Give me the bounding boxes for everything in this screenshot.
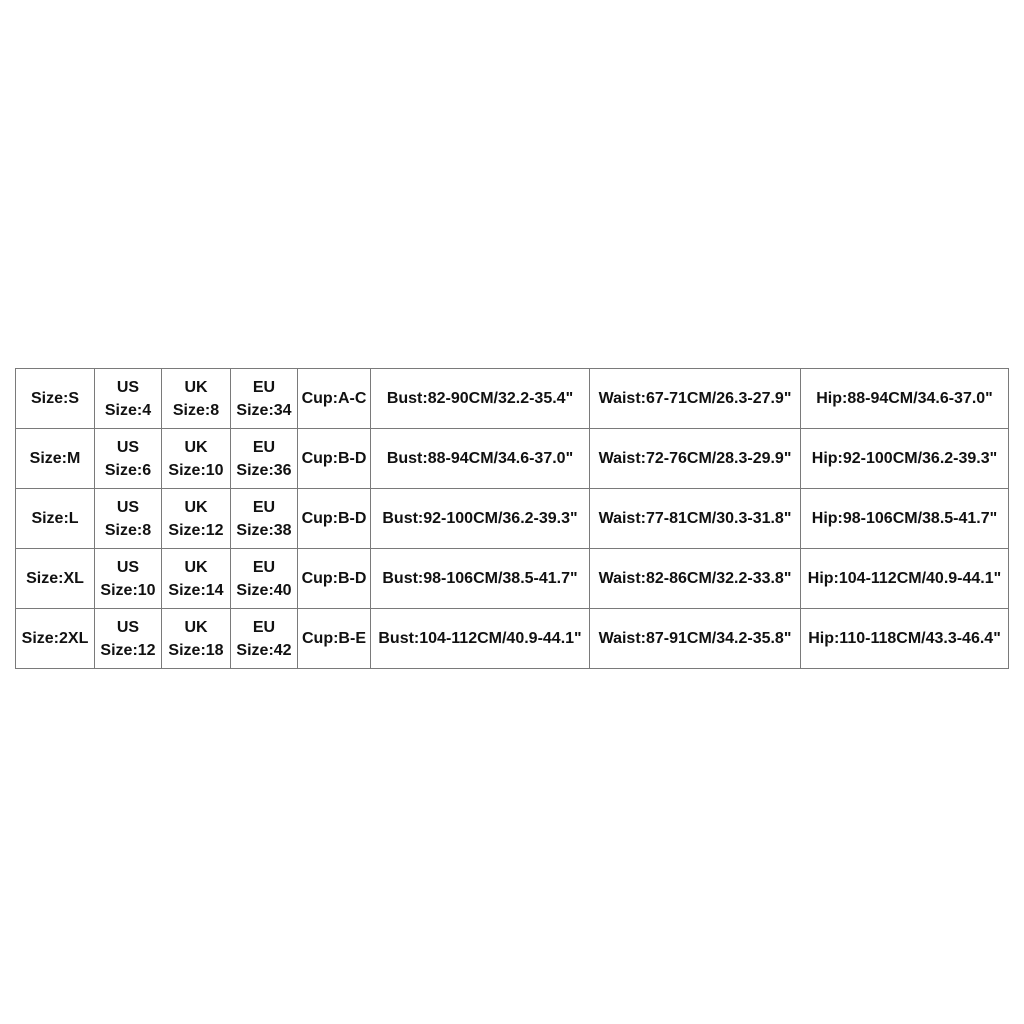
size-cell: Size:XL bbox=[16, 549, 95, 609]
uk-size-cell: UK Size:14 bbox=[162, 549, 231, 609]
hip-cell: Hip:104-112CM/40.9-44.1" bbox=[801, 549, 1009, 609]
eu-size-cell: EU Size:38 bbox=[231, 489, 298, 549]
cup-cell: Cup:B-D bbox=[298, 549, 371, 609]
size-cell: Size:L bbox=[16, 489, 95, 549]
waist-cell: Waist:87-91CM/34.2-35.8" bbox=[590, 609, 801, 669]
cup-cell: Cup:B-D bbox=[298, 429, 371, 489]
uk-size-cell: UK Size:18 bbox=[162, 609, 231, 669]
eu-size-cell: EU Size:36 bbox=[231, 429, 298, 489]
cup-cell: Cup:B-E bbox=[298, 609, 371, 669]
bust-cell: Bust:104-112CM/40.9-44.1" bbox=[371, 609, 590, 669]
us-size-cell: US Size:4 bbox=[95, 369, 162, 429]
hip-cell: Hip:110-118CM/43.3-46.4" bbox=[801, 609, 1009, 669]
uk-size-cell: UK Size:10 bbox=[162, 429, 231, 489]
table-row bbox=[16, 549, 1009, 609]
hip-cell: Hip:98-106CM/38.5-41.7" bbox=[801, 489, 1009, 549]
us-size-cell: US Size:12 bbox=[95, 609, 162, 669]
table-row bbox=[16, 429, 1009, 489]
eu-size-cell: EU Size:40 bbox=[231, 549, 298, 609]
size-cell: Size:M bbox=[16, 429, 95, 489]
eu-size-cell: EU Size:42 bbox=[231, 609, 298, 669]
bust-cell: Bust:82-90CM/32.2-35.4" bbox=[371, 369, 590, 429]
table-row bbox=[16, 609, 1009, 669]
us-size-cell: US Size:8 bbox=[95, 489, 162, 549]
us-size-cell: US Size:10 bbox=[95, 549, 162, 609]
waist-cell: Waist:77-81CM/30.3-31.8" bbox=[590, 489, 801, 549]
bust-cell: Bust:92-100CM/36.2-39.3" bbox=[371, 489, 590, 549]
cup-cell: Cup:A-C bbox=[298, 369, 371, 429]
size-cell: Size:2XL bbox=[16, 609, 95, 669]
hip-cell: Hip:88-94CM/34.6-37.0" bbox=[801, 369, 1009, 429]
eu-size-cell: EU Size:34 bbox=[231, 369, 298, 429]
bust-cell: Bust:88-94CM/34.6-37.0" bbox=[371, 429, 590, 489]
uk-size-cell: UK Size:8 bbox=[162, 369, 231, 429]
waist-cell: Waist:67-71CM/26.3-27.9" bbox=[590, 369, 801, 429]
size-chart-table bbox=[15, 368, 1009, 669]
table-row bbox=[16, 489, 1009, 549]
uk-size-cell: UK Size:12 bbox=[162, 489, 231, 549]
cup-cell: Cup:B-D bbox=[298, 489, 371, 549]
bust-cell: Bust:98-106CM/38.5-41.7" bbox=[371, 549, 590, 609]
us-size-cell: US Size:6 bbox=[95, 429, 162, 489]
table-row bbox=[16, 369, 1009, 429]
waist-cell: Waist:72-76CM/28.3-29.9" bbox=[590, 429, 801, 489]
size-cell: Size:S bbox=[16, 369, 95, 429]
hip-cell: Hip:92-100CM/36.2-39.3" bbox=[801, 429, 1009, 489]
waist-cell: Waist:82-86CM/32.2-33.8" bbox=[590, 549, 801, 609]
